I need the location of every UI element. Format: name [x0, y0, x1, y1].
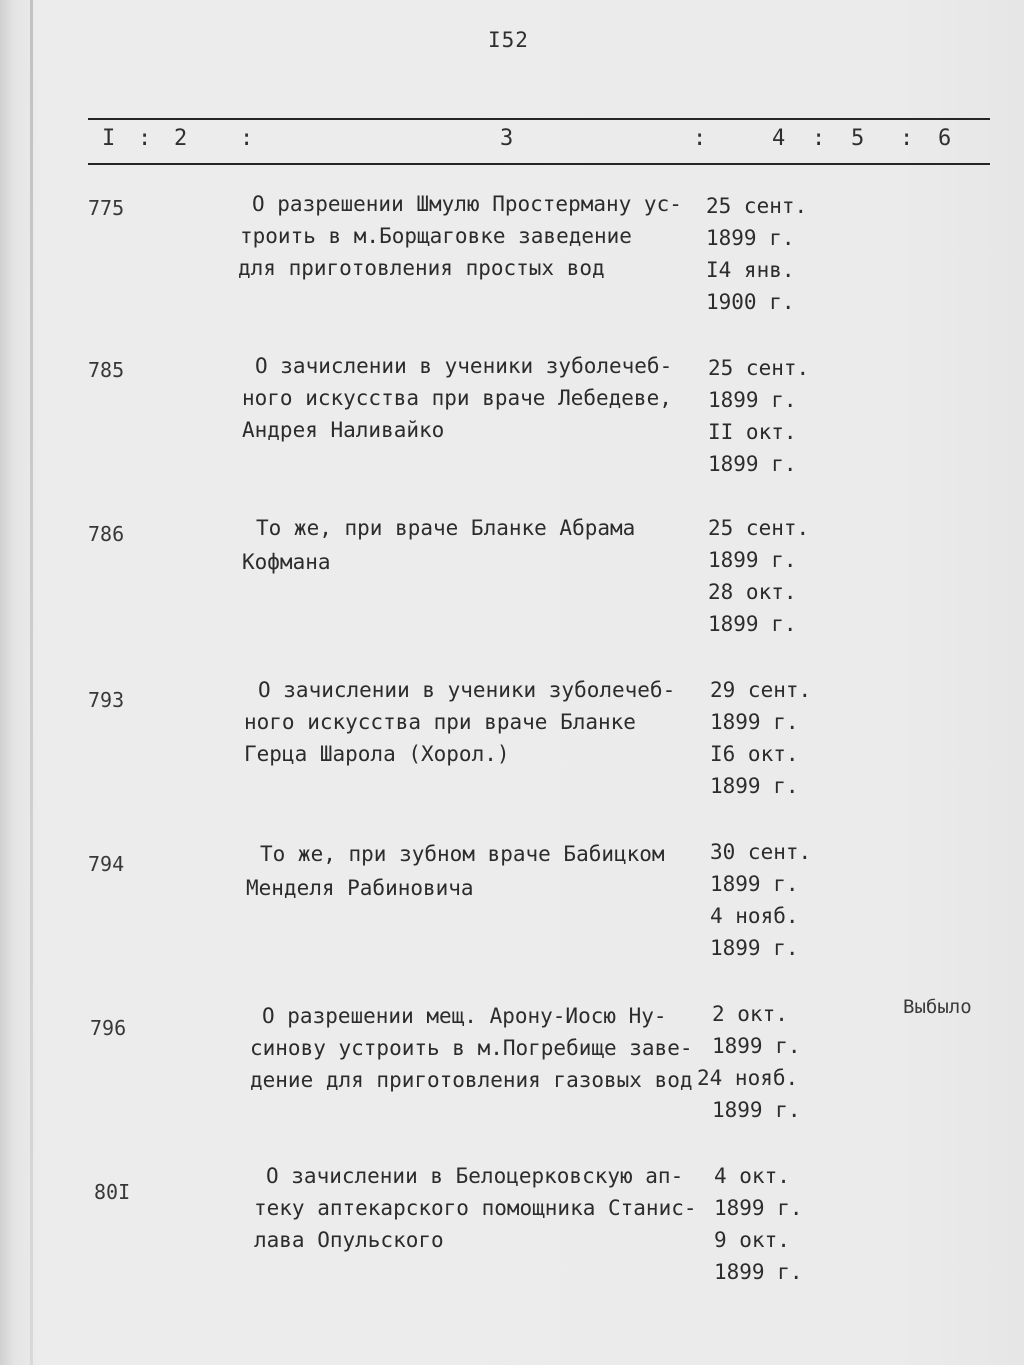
binding-spine — [30, 0, 33, 1365]
date-line: 1899 г. — [712, 1098, 801, 1122]
date-line: 1899 г. — [710, 710, 799, 734]
entry-number: 785 — [88, 358, 125, 382]
entry-number: 775 — [88, 196, 125, 220]
date-line: 9 окт. — [714, 1228, 790, 1252]
date-line: I4 янв. — [706, 258, 795, 282]
date-line: 4 нояб. — [710, 904, 799, 928]
entry-number: 786 — [88, 522, 125, 546]
date-line: 1899 г. — [708, 452, 797, 476]
table-header-bottom-rule — [88, 163, 990, 165]
description-line: Андрея Наливайко — [242, 418, 445, 442]
date-line: 1899 г. — [714, 1196, 803, 1220]
header-col-6: 6 — [938, 126, 952, 151]
date-line: 1899 г. — [714, 1260, 803, 1284]
date-line: 1899 г. — [708, 612, 797, 636]
date-line: 29 сент. — [710, 678, 812, 702]
date-line: 1899 г. — [712, 1034, 801, 1058]
date-line: 1900 г. — [706, 290, 795, 314]
header-col-5: 5 — [851, 126, 865, 151]
date-line: 1899 г. — [710, 936, 799, 960]
date-line: 25 сент. — [708, 356, 810, 380]
date-line: I6 окт. — [710, 742, 799, 766]
header-sep-1: : — [138, 126, 152, 151]
description-line: Менделя Рабиновича — [246, 876, 474, 900]
entry-number: 80I — [94, 1180, 131, 1204]
entry-number: 796 — [90, 1016, 127, 1040]
remark-note: Выбыло — [903, 996, 972, 1018]
date-line: 28 окт. — [708, 580, 797, 604]
page-number: I52 — [488, 28, 529, 52]
date-line: 25 сент. — [708, 516, 810, 540]
entry-number: 794 — [88, 852, 125, 876]
description-line: О зачислении в ученики зуболечеб- — [255, 354, 673, 378]
header-sep-2: : — [240, 126, 254, 151]
description-line: дение для приготовления газовых вод — [250, 1068, 693, 1092]
description-line: О разрешении Шмулю Простерману ус- — [252, 192, 682, 216]
header-sep-4: : — [812, 126, 826, 151]
table-header-top-rule — [88, 118, 990, 120]
description-line: О разрешении мещ. Арону-Иосю Ну- — [262, 1004, 667, 1028]
date-line: 1899 г. — [708, 388, 797, 412]
date-line: 1899 г. — [710, 774, 799, 798]
date-line: 1899 г. — [710, 872, 799, 896]
header-sep-5: : — [900, 126, 914, 151]
date-line: 25 сент. — [706, 194, 808, 218]
description-line: То же, при зубном враче Бабицком — [260, 842, 665, 866]
description-line: для приготовления простых вод — [238, 256, 605, 280]
entry-number: 793 — [88, 688, 125, 712]
header-col-1: I — [102, 126, 116, 151]
date-line: 2 окт. — [712, 1002, 788, 1026]
header-col-4: 4 — [772, 126, 786, 151]
header-col-2: 2 — [174, 126, 188, 151]
description-line: Герца Шарола (Хорол.) — [244, 742, 510, 766]
date-line: 1899 г. — [708, 548, 797, 572]
date-line: 30 сент. — [710, 840, 812, 864]
description-line: Кофмана — [242, 550, 331, 574]
description-line: троить в м.Борщаговке заведение — [240, 224, 632, 248]
description-line: ного искусства при враче Лебедеве, — [242, 386, 672, 410]
description-line: О зачислении в Белоцерковскую ап- — [266, 1164, 684, 1188]
description-line: То же, при враче Бланке Абрама — [256, 516, 636, 540]
description-line: теку аптекарского помощника Станис- — [254, 1196, 697, 1220]
description-line: О зачислении в ученики зуболечеб- — [258, 678, 676, 702]
date-line: II окт. — [708, 420, 797, 444]
date-line: 24 нояб. — [697, 1066, 799, 1090]
description-line: ного искусства при враче Бланке — [244, 710, 636, 734]
date-line: 4 окт. — [714, 1164, 790, 1188]
description-line: лава Опульского — [254, 1228, 444, 1252]
header-sep-3: : — [693, 126, 707, 151]
date-line: 1899 г. — [706, 226, 795, 250]
description-line: синову устроить в м.Погребище заве- — [250, 1036, 693, 1060]
header-col-3: 3 — [500, 126, 514, 151]
